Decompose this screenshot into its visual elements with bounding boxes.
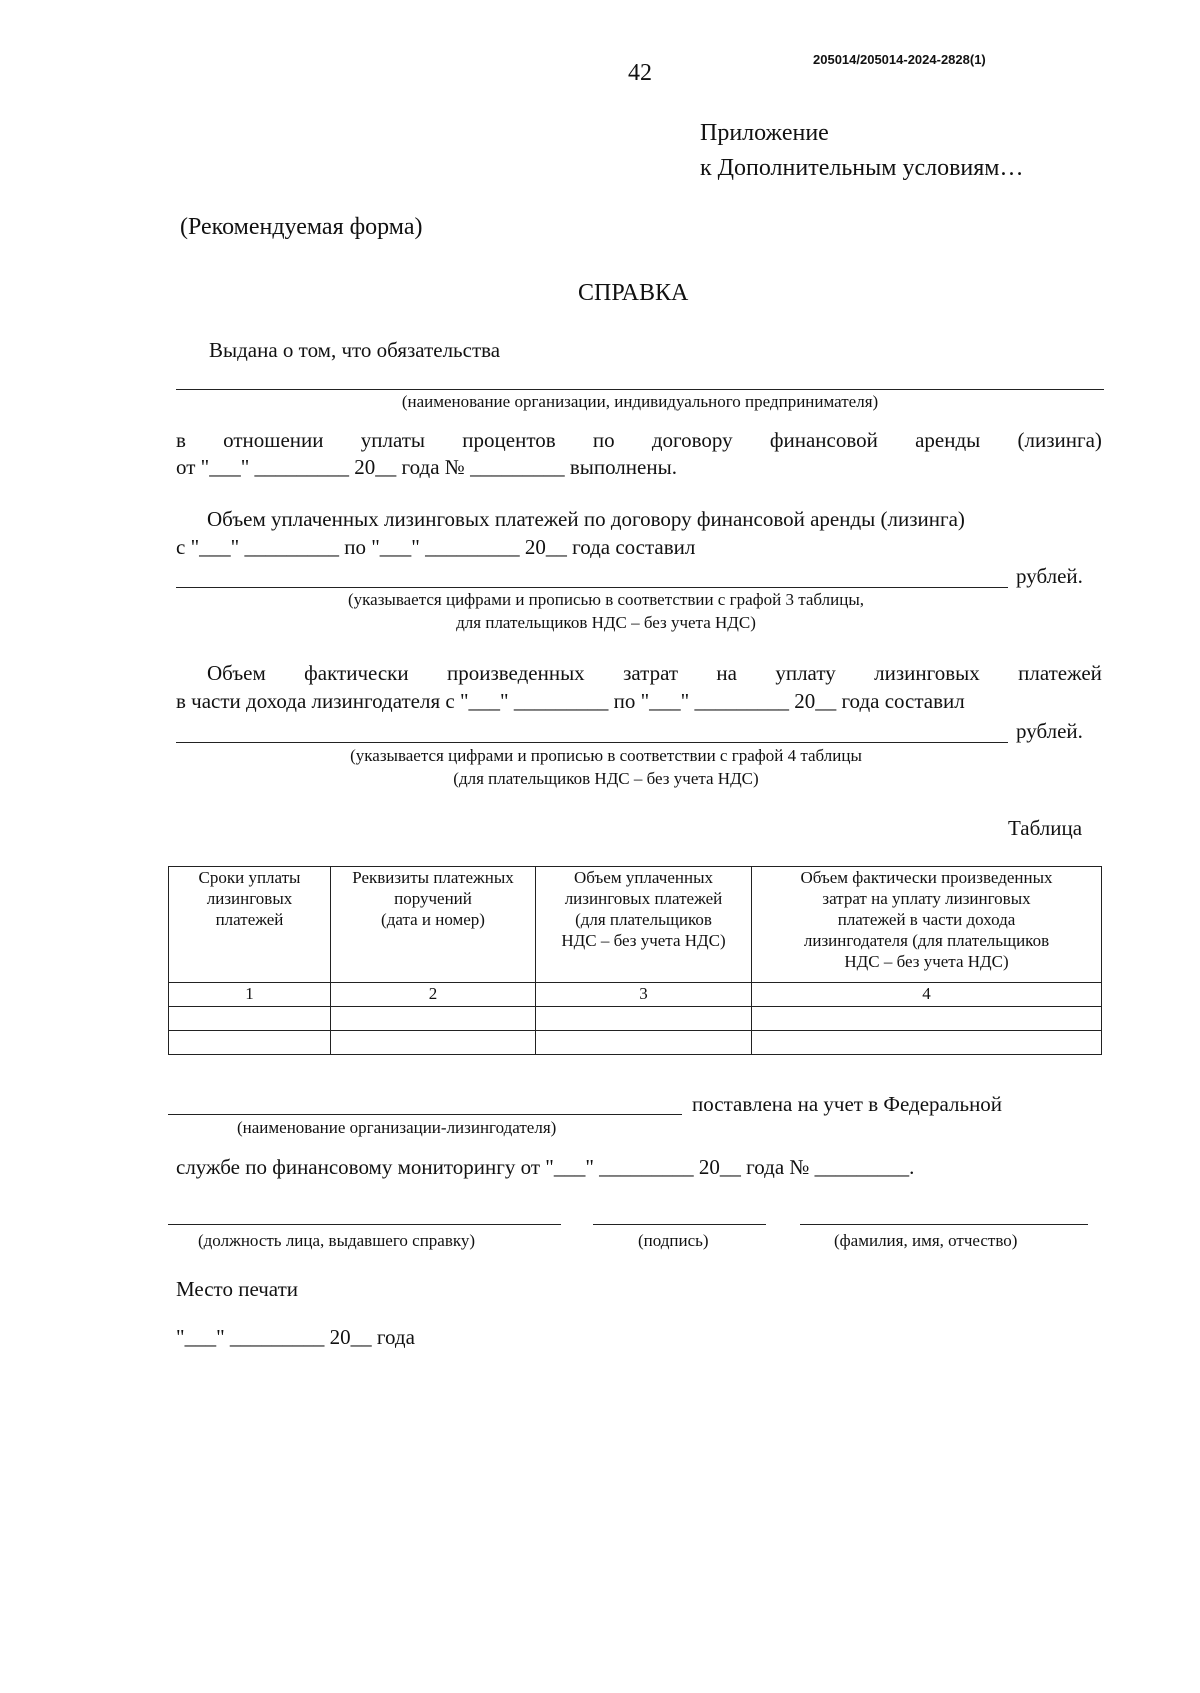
- header-actual-costs: [752, 867, 1102, 983]
- table-row: [169, 1031, 1102, 1055]
- amount-caption-1-line-1: (указывается цифрами и прописью в соответствии с графой 3 таблицы,: [347, 590, 864, 609]
- registration-line-1: поставлена на учет в Федеральной: [692, 1092, 1003, 1116]
- lessor-caption: (наименование организации-лизингодателя): [237, 1118, 557, 1137]
- p3-word: произведенных: [446, 661, 585, 685]
- header-line: Объем уплаченных: [573, 868, 713, 887]
- p3-word: лизинговых: [874, 661, 980, 685]
- p1-word: финансовой: [769, 428, 878, 452]
- table-cell: [752, 1007, 1102, 1031]
- p3-word: Объем: [207, 661, 266, 685]
- p1-word: процентов: [462, 428, 556, 452]
- issue-date: "___" _________ 20__ года: [176, 1325, 415, 1349]
- table-cell: [752, 1031, 1102, 1055]
- header-line: Реквизиты платежных: [352, 868, 514, 887]
- p3-word: на: [716, 661, 737, 685]
- full-name-caption: (фамилия, имя, отчество): [834, 1231, 1018, 1250]
- rubles-label-2: рублей.: [1016, 719, 1083, 743]
- header-line: НДС – без учета НДС): [561, 931, 726, 950]
- p3-word: фактически: [304, 661, 409, 685]
- table-cell: [536, 1007, 752, 1031]
- issued-text: Выдана о том, что обязательства: [209, 338, 501, 362]
- amount-line-2: [176, 742, 1008, 743]
- header-line: лизинговых платежей: [564, 889, 723, 908]
- header-line: (дата и номер): [381, 910, 485, 929]
- p1-word: по: [592, 428, 615, 452]
- table-number-row: [169, 983, 1102, 1007]
- rubles-label-1: рублей.: [1016, 564, 1083, 588]
- column-number: 2: [331, 983, 536, 1007]
- p1-word: уплаты: [360, 428, 426, 452]
- table-row: [169, 1007, 1102, 1031]
- p1-word: (лизинга): [1017, 428, 1102, 452]
- registration-line-2: службе по финансовому мониторингу от "___" _________ 20__ года № _________.: [176, 1155, 915, 1179]
- signature-caption: (подпись): [638, 1231, 709, 1250]
- header-line: Сроки уплаты: [198, 868, 301, 887]
- header-line: платежей: [215, 910, 284, 929]
- table-cell: [169, 1031, 331, 1055]
- table-cell: [536, 1031, 752, 1055]
- paragraph-2-line-2: с "___" _________ по "___" _________ 20__ года составил: [176, 535, 696, 559]
- paragraph-3-line-1: [207, 661, 1102, 686]
- header-line: поручений: [394, 889, 472, 908]
- org-caption: (наименование организации, индивидуального предпринимателя): [401, 392, 879, 411]
- paragraph-1-line-1: [176, 428, 1102, 453]
- p1-word: договору: [651, 428, 733, 452]
- header-line: (для плательщиков: [575, 910, 712, 929]
- p1-word: в: [176, 428, 186, 452]
- lessor-name-line: [168, 1114, 682, 1115]
- table-header-row: [169, 867, 1102, 983]
- amount-line-1: [176, 587, 1008, 588]
- header-line: лизинговых: [206, 889, 293, 908]
- p3-word: затрат: [623, 661, 679, 685]
- amount-caption-2-line-2: (для плательщиков НДС – без учета НДС): [453, 769, 759, 788]
- table-cell: [169, 1007, 331, 1031]
- signature-line: [593, 1224, 766, 1225]
- page-number: 42: [628, 60, 652, 86]
- appendix-title: Приложение: [700, 120, 829, 146]
- column-number: 1: [169, 983, 331, 1007]
- paragraph-1-line-2: от "___" _________ 20__ года № _________ выполнены.: [176, 455, 677, 479]
- form-note: (Рекомендуемая форма): [180, 214, 423, 240]
- amount-caption-1-line-2: для плательщиков НДС – без учета НДС): [456, 613, 756, 632]
- payments-table: [168, 866, 1102, 1055]
- table-cell: [331, 1007, 536, 1031]
- column-number: 4: [752, 983, 1102, 1007]
- appendix-subtitle: к Дополнительным условиям…: [700, 155, 1024, 181]
- document-title: СПРАВКА: [578, 280, 689, 306]
- p1-word: аренды: [915, 428, 981, 452]
- org-name-line: [176, 389, 1104, 390]
- header-paid-amount: [536, 867, 752, 983]
- paragraph-3-line-2: в части дохода лизингодателя с "___" _________ по "___" _________ 20__ года составил: [176, 689, 965, 713]
- document-code: 205014/205014-2024-2828(1): [813, 52, 986, 67]
- column-number: 3: [536, 983, 752, 1007]
- stamp-place: Место печати: [176, 1277, 299, 1301]
- p3-word: уплату: [775, 661, 836, 685]
- p1-word: отношении: [223, 428, 324, 452]
- table-label: Таблица: [1008, 816, 1083, 840]
- header-line: платежей в части дохода: [837, 910, 1016, 929]
- paragraph-2-line-1: Объем уплаченных лизинговых платежей по договору финансовой аренды (лизинга): [207, 507, 965, 531]
- header-line: лизингодателя (для плательщиков: [803, 931, 1050, 950]
- full-name-line: [800, 1224, 1088, 1225]
- header-payment-orders: [331, 867, 536, 983]
- header-line: Объем фактически произведенных: [800, 868, 1053, 887]
- table-cell: [331, 1031, 536, 1055]
- header-payment-terms: [169, 867, 331, 983]
- p3-word: платежей: [1018, 661, 1102, 685]
- amount-caption-2-line-1: (указывается цифрами и прописью в соответствии с графой 4 таблицы: [350, 746, 862, 765]
- position-signature-line: [168, 1224, 561, 1225]
- header-line: затрат на уплату лизинговых: [822, 889, 1031, 908]
- position-caption: (должность лица, выдавшего справку): [198, 1231, 476, 1250]
- header-line: НДС – без учета НДС): [844, 952, 1009, 971]
